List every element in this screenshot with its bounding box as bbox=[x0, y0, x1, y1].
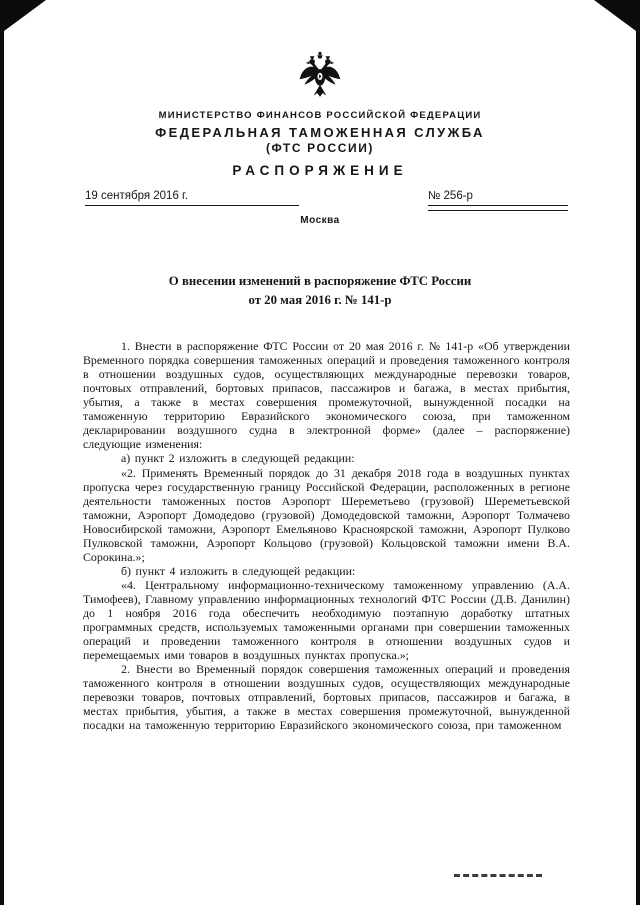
document-number: № 256-р bbox=[428, 190, 473, 202]
paragraph-subitem-b: б) пункт 4 изложить в следующей редакции: bbox=[121, 563, 356, 578]
coat-of-arms-icon bbox=[297, 50, 343, 102]
scan-edge-left bbox=[0, 0, 4, 905]
scan-corner-top-right bbox=[594, 0, 640, 34]
document-number-field bbox=[428, 190, 568, 206]
paragraph-2: 2. Внести во Временный порядок совершения таможенных операций и проведения таможенного контроля в отношении воздушных судов, осуществляющих международные перевозки товаров, почтовых отправлений, бортовых припасов, пассажиров и багажа, в местах прибытия, убытия, а также в местах совершения промежуточной, вынужденной посадки на таможенную территорию Евразийского экономического союза, при таможенном bbox=[83, 662, 570, 733]
paragraph-quote-2: «2. Применять Временный порядок до 31 декабря 2018 года в воздушных пунктах пропуска через государственную границу Российской Федерации, расположенных в регионе деятельности таможенных постов Аэропорт Шереметьево (грузовой) Шереметьевской таможни, Аэропорт Домодедово (грузовой) Домодедовской таможни, Аэропорт Толмачево Новосибирской таможни, Аэропорт Емельяново Красноярской таможни, Аэропорт Пулково Пулковской таможни, Аэропорт Кольцово (грузовой) Кольцовской таможни имени В.А. Сорокина.»; bbox=[83, 465, 570, 564]
scan-corner-top-left bbox=[0, 0, 46, 34]
document-date-field bbox=[85, 190, 299, 206]
paragraph-quote-4: «4. Центральному информационно-техническому таможенному управлению (А.А. Тимофеев), Главному управлению информационных технологий ФТС России (Д.В. Данилин) до 1 ноября 2016 года обеспечить необходимую поэтапную доработку штатных программных средств, используемых таможенными органами при совершении таможенных операций и проведении таможенного контроля в отношении воздушных судов и перемещаемых ими товаров в воздушных пунктах пропуска.»; bbox=[83, 577, 570, 663]
document-title bbox=[0, 272, 640, 309]
agency-short-name: (ФТС РОССИИ) bbox=[265, 141, 375, 156]
agency-name: ФЕДЕРАЛЬНАЯ ТАМОЖЕННАЯ СЛУЖБА bbox=[155, 124, 485, 140]
date-number-row bbox=[85, 190, 568, 206]
letterhead bbox=[0, 0, 640, 180]
document-body bbox=[83, 339, 570, 732]
ministry-name: МИНИСТЕРСТВО ФИНАНСОВ РОССИЙСКОЙ ФЕДЕРАЦИИ bbox=[158, 110, 482, 121]
paragraph-subitem-a: а) пункт 2 изложить в следующей редакции: bbox=[121, 451, 355, 466]
document-date: 19 сентября 2016 г. bbox=[85, 190, 189, 202]
document-type: РАСПОРЯЖЕНИЕ bbox=[232, 163, 408, 179]
scan-edge-right bbox=[636, 0, 640, 905]
document-title-line2: от 20 мая 2016 г. № 141-р bbox=[248, 292, 392, 307]
document-title-line1: О внесении изменений в распоряжение ФТС России bbox=[168, 274, 472, 288]
paragraph-1: 1. Внести в распоряжение ФТС России от 20 мая 2016 г. № 141-р «Об утверждении Временного порядка совершения таможенных операций и проведения таможенного контроля в отношении воздушных судов, осуществляющих международные перевозки товаров, почтовых отправлений, бортовых припасов, пассажиров и багажа, в местах прибытия, убытия, а также в местах совершения промежуточной, вынужденной посадки на таможенную территорию Евразийского экономического союза, при таможенном декларировании воздушного судна в электронной форме» (далее – распоряжение) следующие изменения: bbox=[83, 339, 570, 452]
city-label: Москва bbox=[300, 215, 340, 226]
scan-artifact-dashes bbox=[454, 874, 542, 877]
